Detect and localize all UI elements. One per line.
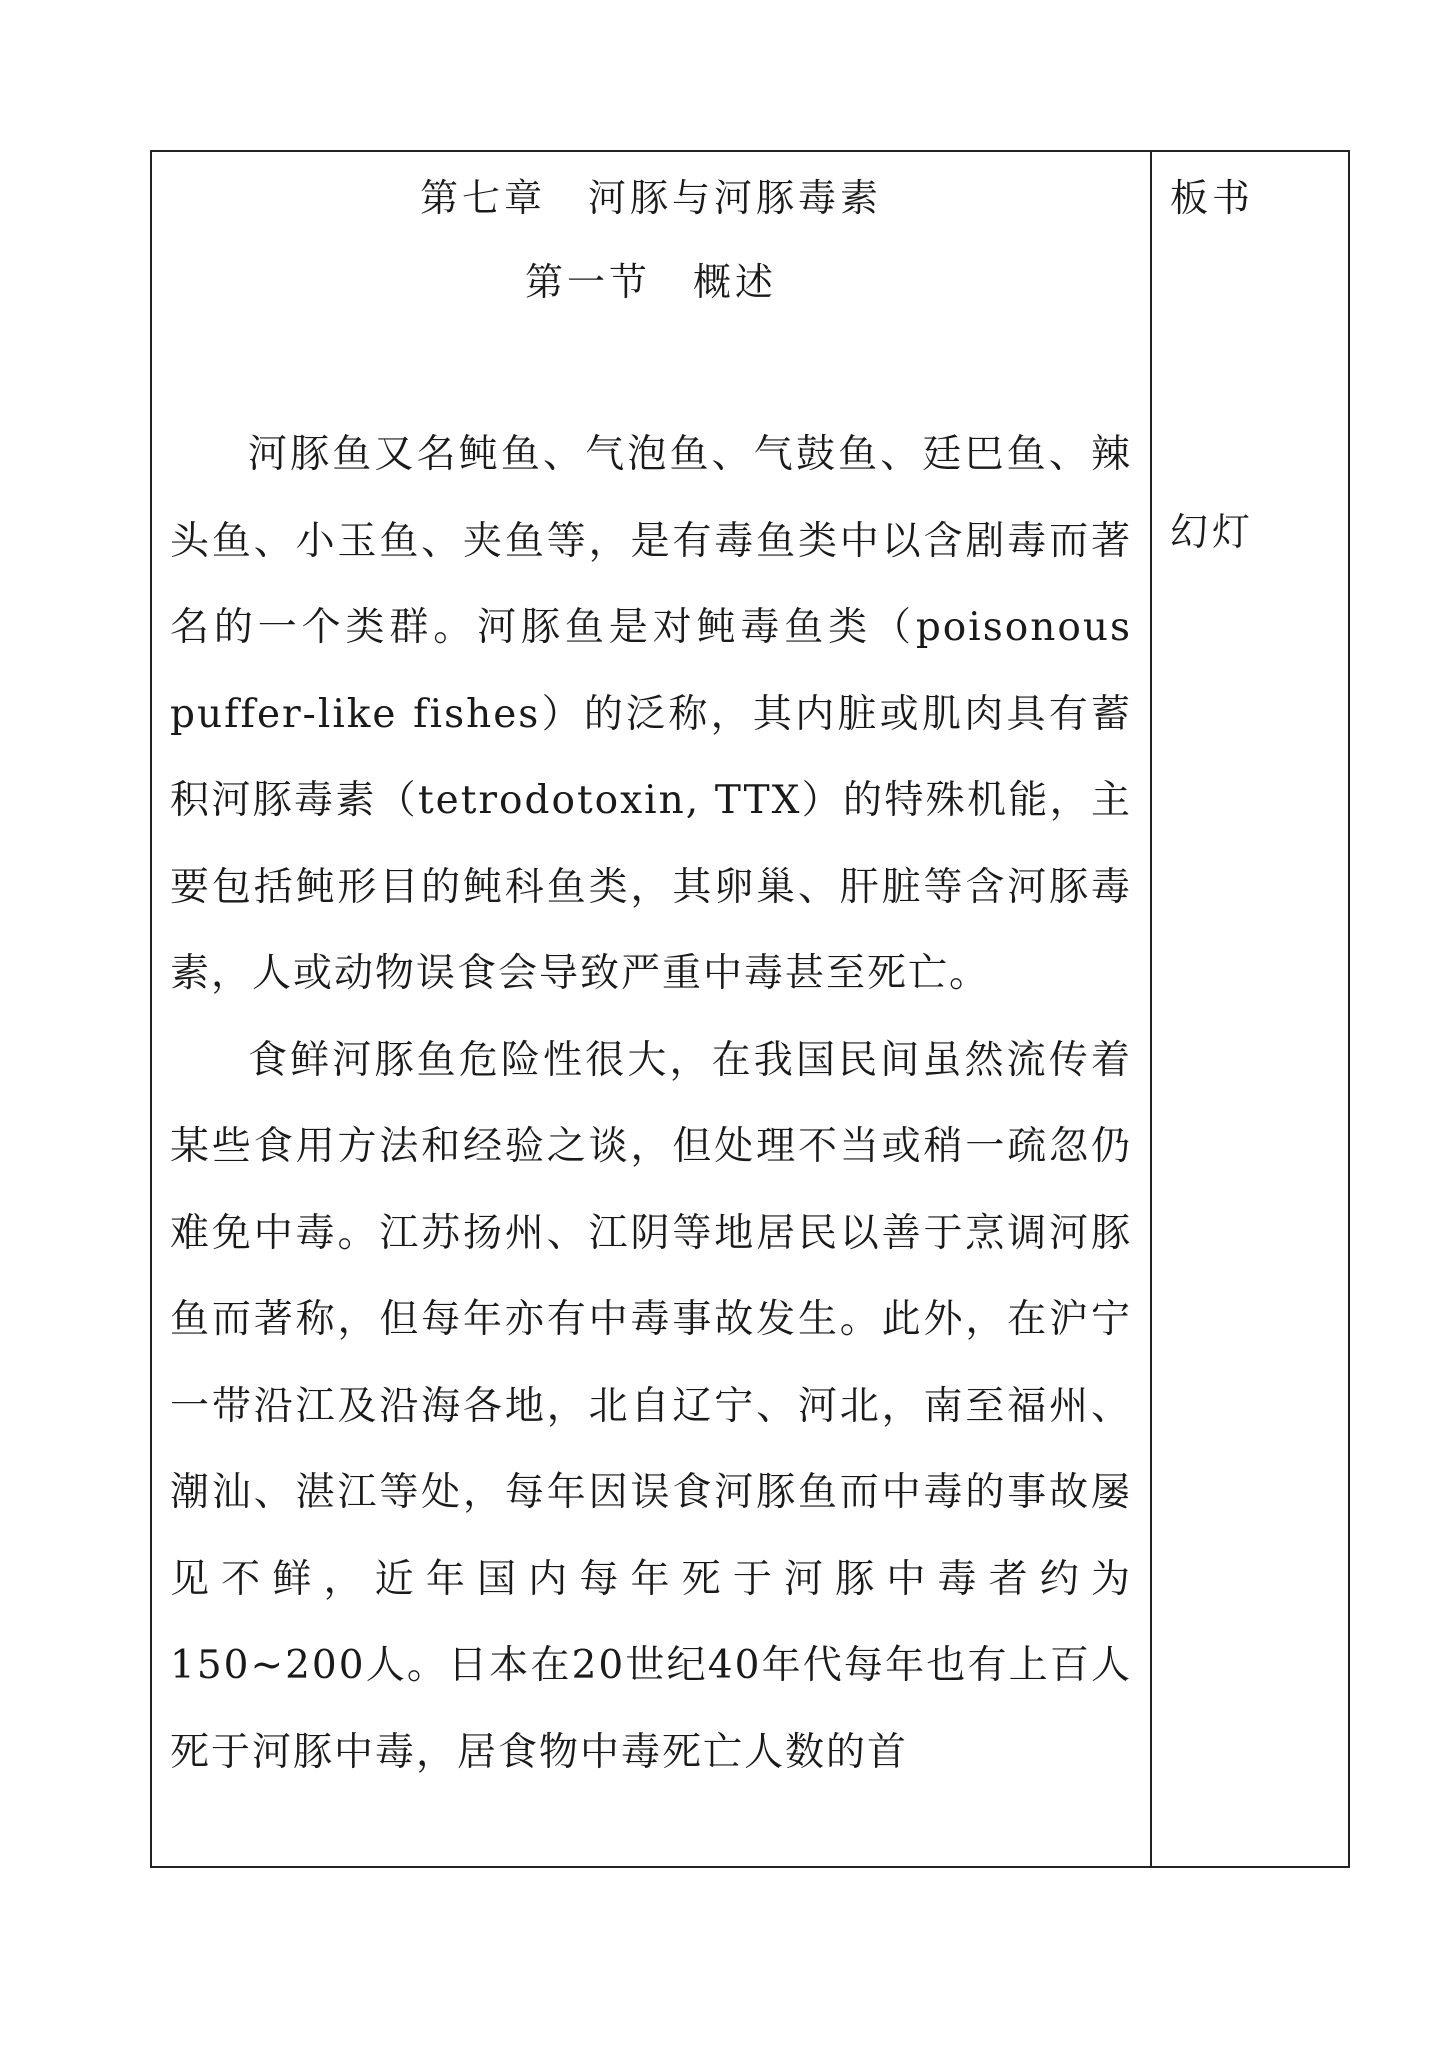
slide-note-label: 幻灯: [1170, 510, 1255, 554]
body-text: [170, 412, 1132, 1796]
paragraph-risk: 食鲜河豚鱼危险性很大，在我国民间虽然流传着某些食用方法和经验之谈，但处理不当或稍一疏忽仍难免中毒。江苏扬州、江阴等地居民以善于烹调河豚鱼而著称，但每年亦有中毒事故发生。此外，在沪宁一带沿江及沿海各地，北自辽宁、河北，南至福州、潮汕、湛江等处，每年因误食河豚鱼而中毒的事故屡见不鲜，近年国内每年死于河豚中毒者约为150~200人。日本在20世纪40年代每年也有上百人死于河豚中毒，居食物中毒死亡人数的首: [170, 1037, 1132, 1775]
board-note-label: 板书: [1170, 176, 1255, 220]
lesson-plan-table: [150, 150, 1350, 1868]
notes-column: [1152, 152, 1348, 1866]
section-title: 第一节 概述: [524, 260, 777, 304]
paragraph-intro: 河豚鱼又名鲀鱼、气泡鱼、气鼓鱼、廷巴鱼、辣头鱼、小玉鱼、夹鱼等，是有毒鱼类中以含剧毒而著名的一个类群。河豚鱼是对鲀毒鱼类（poisonous puffer-like fishes）的泛称，其内脏或肌肉具有蓄积河豚毒素（tetrodotoxin, TTX）的特殊机能，主要包括鲀形目的鲀科鱼类，其卵巢、肝脏等含河豚毒素，人或动物误食会导致严重中毒甚至死亡。: [170, 432, 1132, 996]
chapter-title: 第七章 河豚与河豚毒素: [419, 176, 882, 220]
content-column: [152, 152, 1152, 1866]
